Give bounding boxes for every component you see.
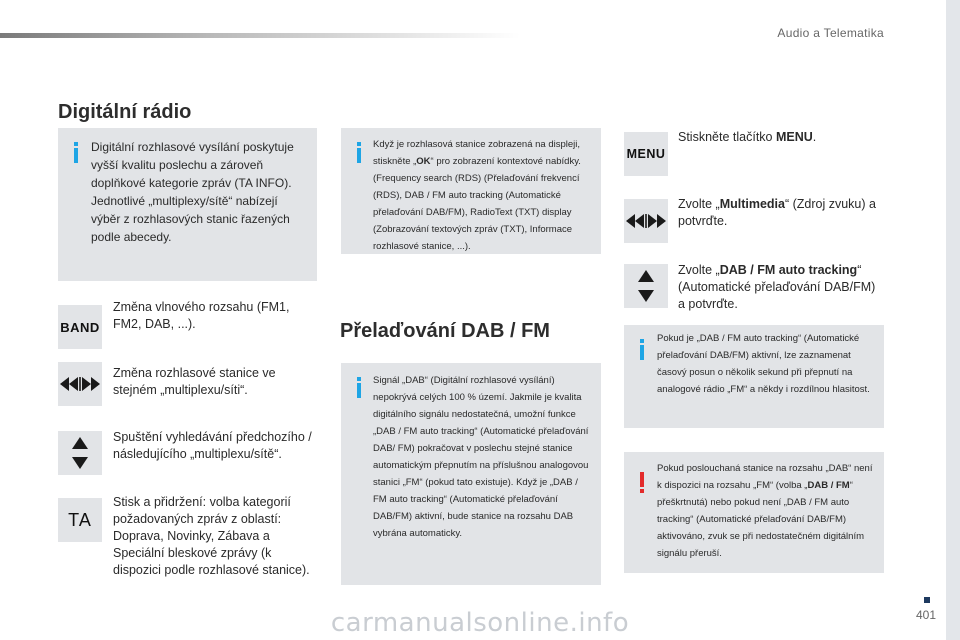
header-rule [0, 33, 520, 38]
info-icon [355, 377, 363, 399]
warning-icon [638, 472, 646, 494]
info-text: Digitální rozhlasové vysílání poskytuje vyšší kvalitu poslechu a zároveň doplňkové kategorie zpráv (TA INFO). Jednotlivé „multiplexy/sítě“ nabízejí výběr z rozhlasových stanic řazených podle abecedy. [91, 140, 294, 244]
info-box-dab-intro [58, 128, 317, 281]
info-icon [638, 339, 646, 361]
seek-arrows-icon [58, 362, 102, 406]
control-label-band: Změna vlnového rozsahu (FM1, FM2, DAB, ...). [113, 300, 290, 331]
info-box-signal [341, 363, 601, 585]
control-label-seek: Změna rozhlasové stanice ve stejném „multiplexu/síti“. [113, 366, 276, 397]
info-text: Když je rozhlasová stanice zobrazená na displeji, stiskněte „OK“ pro zobrazení kontextové nabídky. (Frequency search (RDS) (Přelaďování frekvencí (RDS), DAB / FM auto tracking (Automatické přelaďování DAB/FM), RadioText (TXT) display (Zobrazování textových zpráv (TXT), Informace rozhlasové stanice, ...). [373, 139, 581, 252]
menu-button-icon [624, 132, 668, 176]
band-button-icon [58, 305, 102, 349]
page-number: 401 [915, 608, 936, 622]
info-icon [355, 142, 363, 164]
control-label-ta: Stisk a přidržení: volba kategorií požadovaných zpráv z oblastí: Doprava, Novinky, Zábava a Speciální bleskové zprávy (k dispozici podle rozhlasové stanice). [113, 495, 310, 577]
ok-button-ref: OK [416, 156, 431, 167]
info-text: Pokud je „DAB / FM auto tracking“ (Automatické přelaďování DAB/FM) aktivní, lze zaznamenat časový posun o několik sekund při přepnutí na analogové rádio „FM“ a někdy i rozdílnou hlasitost. [657, 333, 870, 395]
step-press-menu: Stiskněte tlačítko MENU. [678, 130, 817, 144]
seek-arrows-icon [624, 199, 668, 243]
control-label-multiplex: Spuštění vyhledávání předchozího / následujícího „multiplexu/sítě“. [113, 430, 312, 461]
info-box-display [341, 128, 601, 254]
warning-text: Pokud poslouchaná stanice na rozsahu „DAB“ není k dispozici na rozsahu „FM“ (volba „DAB / FM“ přeškrtnutá) nebo pokud není „DAB / FM auto tracking“ (Automatické přelaďování DAB/FM) aktivováno, zvuk se při nedostatečném digitálním signálu přeruší. [657, 463, 873, 559]
info-icon [72, 142, 80, 164]
section-title-dab-fm: Přelaďování DAB / FM [340, 320, 550, 342]
page-title: Digitální rádio [58, 101, 192, 123]
step-select-multimedia: Zvolte „Multimedia“ (Zdroj zvuku) a potvrďte. [678, 197, 876, 228]
band-button-label: BAND [60, 319, 100, 335]
section-header: Audio a Telematika [777, 26, 884, 40]
step-select-dab-tracking: Zvolte „DAB / FM auto tracking“ (Automatické přelaďování DAB/FM) a potvrďte. [678, 263, 876, 311]
ta-button-icon [58, 498, 102, 542]
page-marker [924, 597, 930, 603]
menu-button-label: MENU [626, 147, 666, 161]
up-down-arrows-icon [624, 264, 668, 308]
watermark: carmanualsonline.info [330, 608, 630, 638]
ta-button-label: TA [68, 509, 92, 530]
warning-box [624, 452, 884, 573]
info-box-delay [624, 325, 884, 428]
up-down-arrows-icon [58, 431, 102, 475]
page-edge-strip [946, 0, 960, 640]
info-text: Signál „DAB“ (Digitální rozhlasové vysílání) nepokrývá celých 100 % území. Jakmile je kvalita digitálního signálu nedostatečná, umožní funkce „DAB / FM auto tracking“ (Automatické přelaďování DAB/ FM) pokračovat v poslechu stejné stanice automatickým přepnutím na příslušnou analogovou stanici „FM“ (pokud tato existuje). Když je „DAB / FM auto tracking“ (Automatické přelaďování DAB/FM) aktivní, bude stanice na rozsahu DAB vybrána automaticky. [373, 375, 589, 539]
